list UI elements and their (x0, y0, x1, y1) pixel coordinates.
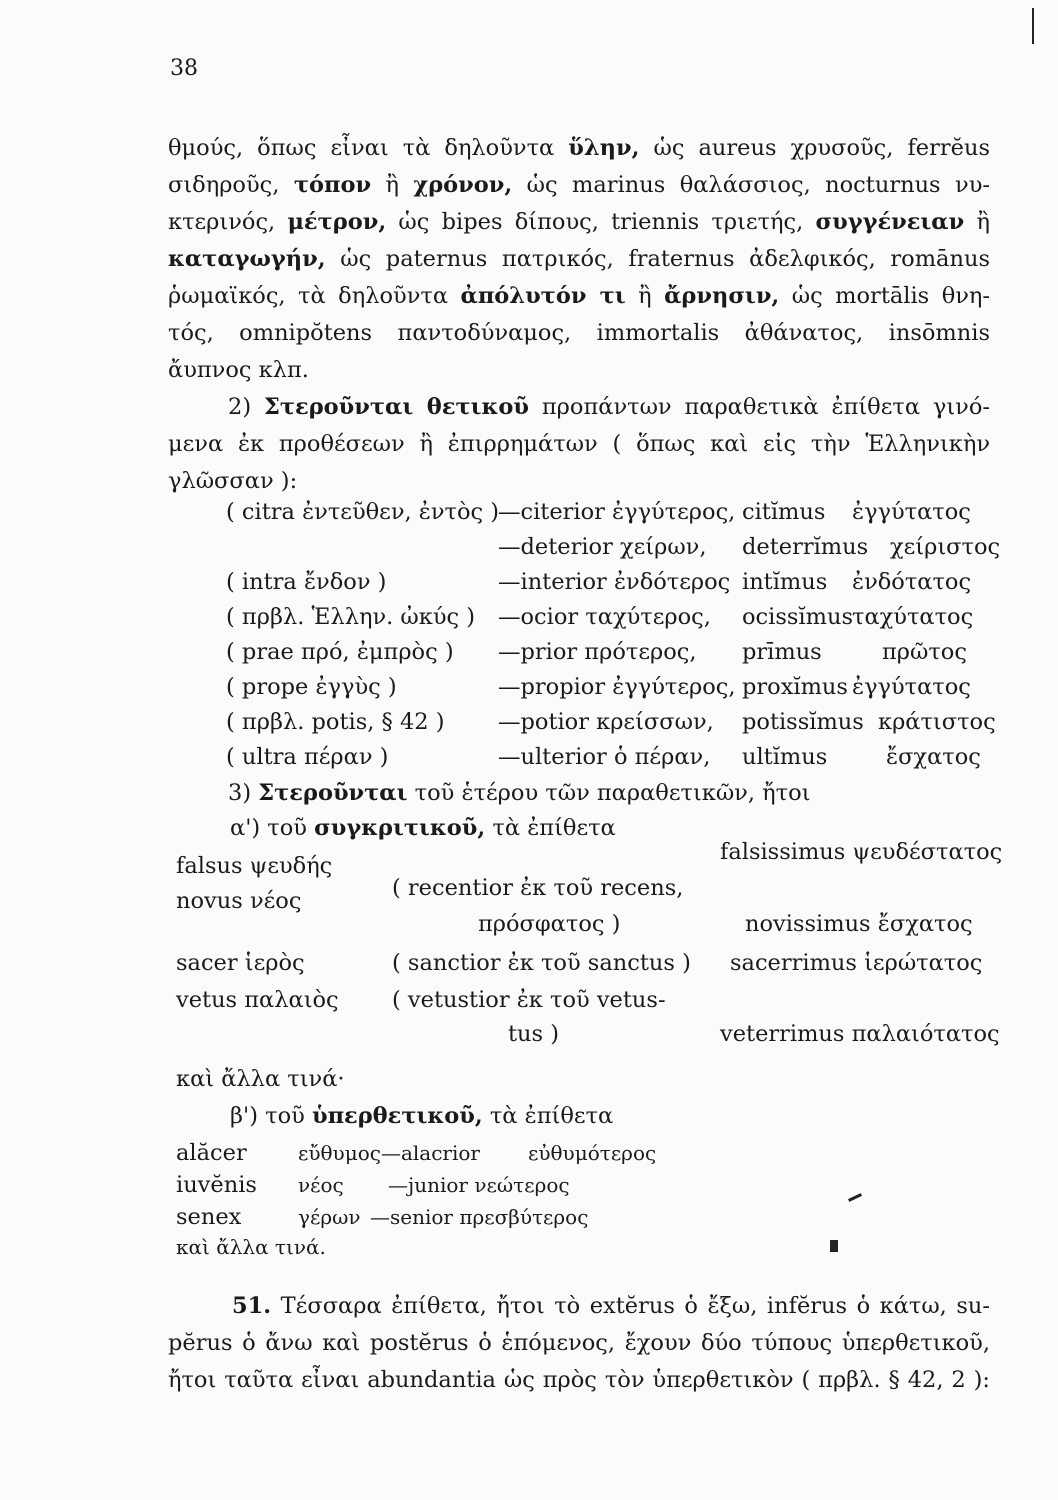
text: τὰ ἐπίθετα (482, 1103, 614, 1129)
row-comparative: —deterior χείρων, (498, 534, 707, 560)
row-superlative: proxĭmus (742, 674, 848, 700)
row-superlative: ocissĭmus (742, 604, 854, 630)
sacer-positive: sacer ἱερὸς (176, 950, 305, 976)
and-others-2: καὶ ἄλλα τινά. (176, 1235, 326, 1259)
and-others-1: καὶ ἄλλα τινά· (176, 1066, 345, 1092)
bold-term: συγγένειαν (815, 209, 965, 235)
bold-term: Στεροῦνται (258, 780, 408, 806)
vetus-comparative-cont: tus ) (508, 1021, 560, 1047)
bold-term: καταγωγήν, (168, 246, 326, 272)
text: θμούς, ὅπως εἶναι τὰ δηλοῦντα (168, 135, 569, 161)
row-superlative-greek: ταχύτατος (852, 604, 974, 630)
bold-term: ἄρνησιν, (664, 283, 780, 309)
row-source: ( ultra πέραν ) (226, 744, 389, 770)
senex-comparative: —senior πρεσβύτερος (370, 1205, 589, 1229)
senex-greek: γέρων (298, 1205, 361, 1229)
alacer-positive: alăcer (176, 1140, 247, 1166)
text: ὡς bipes δίπους, triennis τριετής, (386, 209, 816, 235)
par51-line-1 (232, 1290, 990, 1322)
text: ὡς mortālis θνη- (779, 283, 990, 309)
row-superlative-greek: ἐγγύτατος (852, 674, 971, 700)
row-superlative: citĭmus (742, 499, 826, 525)
row-superlative-greek: ἐγγύτατος (852, 499, 971, 525)
row-superlative-greek: ἐνδότατος (852, 569, 972, 595)
iuvenis-comparative: —junior νεώτερος (388, 1173, 570, 1197)
paragraph-number: 51. (232, 1293, 272, 1319)
bold-term: συγκριτικοῦ, (314, 815, 486, 841)
row-superlative: deterrĭmus (742, 534, 869, 560)
bold-term: τόπον (293, 172, 372, 198)
bold-term: μέτρον, (287, 209, 387, 235)
row-comparative: —ulterior ὁ πέραν, (498, 744, 711, 770)
ink-mark (830, 1240, 838, 1252)
row-comparative: —citerior ἐγγύτερος, (498, 499, 736, 525)
par51-line-2: pĕrus ὁ ἄνω καὶ postĕrus ὁ ἑπόμενος, ἔχουν δύο τύπους ὑπερθετικοῦ, (168, 1330, 990, 1356)
row-comparative: —prior πρότερος, (498, 639, 697, 665)
bold-term: ὕλην, (568, 135, 640, 161)
text: τοῦ ἑτέρου τῶν παραθετικῶν, ἤτοι (407, 780, 811, 806)
vetus-superlative: veterrimus παλαιότατος (720, 1021, 1000, 1047)
intro-line-5 (168, 280, 990, 312)
sec3-alpha (230, 812, 616, 844)
row-source: ( πρβλ. Ἑλλην. ὠκύς ) (226, 604, 476, 630)
intro-line-4 (168, 243, 990, 275)
text: κτερινός, (168, 209, 288, 235)
vetus-comparative: ( vetustior ἐκ τοῦ vetus- (392, 987, 666, 1013)
text: β') τοῦ (230, 1103, 312, 1129)
intro-line-1 (168, 132, 990, 164)
bold-term: χρόνον, (413, 172, 513, 198)
novus-positive: novus νέος (176, 888, 302, 914)
row-comparative: —potior κρείσσων, (498, 709, 714, 735)
intro-line-3 (168, 206, 990, 238)
row-superlative-greek: ἔσχατος (886, 744, 981, 770)
margin-mark (1032, 8, 1034, 44)
text: 2) (228, 394, 264, 420)
alacer-greek: εὔθυμος—alacrior (298, 1141, 480, 1165)
sec3-beta (230, 1100, 613, 1132)
senex-positive: senex (176, 1204, 242, 1230)
row-source: ( citra ἐντεῦθεν, ἐντὸς ) (226, 499, 500, 525)
text: ὡς paternus πατρικός, fraternus ἀδελφικός, romānus (325, 246, 990, 272)
row-superlative-greek: πρῶτος (882, 639, 967, 665)
novus-superlative: novissimus ἔσχατος (745, 911, 973, 937)
bold-term: ἀπόλυτόν τι (460, 283, 626, 309)
row-source: ( prope ἐγγὺς ) (226, 674, 397, 700)
text: ὡς marinus θαλάσσιος, nocturnus νυ- (512, 172, 990, 198)
iuvenis-greek: νέος (298, 1173, 344, 1197)
text: ἢ (625, 283, 665, 309)
bold-term: Στεροῦνται θετικοῦ (263, 394, 530, 420)
sec2-heading (228, 391, 990, 423)
text: α') τοῦ (230, 815, 315, 841)
sacer-superlative: sacerrimus ἱερώτατος (730, 950, 983, 976)
row-source: ( πρβλ. potis, § 42 ) (226, 709, 445, 735)
falsus-superlative: falsissimus ψευδέστατος (720, 839, 1003, 865)
sec2-line-2: μενα ἐκ προθέσεων ἢ ἐπιρρημάτων ( ὅπως καὶ εἰς τὴν Ἑλληνικὴν (168, 431, 990, 457)
text: ἢ (964, 209, 990, 235)
sec3-heading (228, 777, 810, 809)
par51-line-3: ἤτοι ταῦτα εἶναι abundantia ὡς πρὸς τὸν ὑπερθετικὸν ( πρβλ. § 42, 2 ): (168, 1367, 990, 1393)
intro-line-6: τός, omnipŏtens παντοδύναμος, immortalis ἀθάνατος, insōmnis (168, 320, 990, 346)
row-comparative: —interior ἐνδότερος (498, 569, 731, 595)
text: ἢ (371, 172, 414, 198)
intro-line-7: ἄυπνος κλπ. (168, 357, 309, 383)
row-superlative: potissĭmus (742, 709, 864, 735)
row-superlative: prīmus (742, 639, 822, 665)
sacer-comparative: ( sanctior ἐκ τοῦ sanctus ) (392, 950, 691, 976)
row-superlative-greek: κράτιστος (878, 709, 996, 735)
text: 3) (228, 780, 259, 806)
text: ῥωμαϊκός, τὰ δηλοῦντα (168, 283, 461, 309)
row-comparative: —propior ἐγγύτερος, (498, 674, 736, 700)
vetus-positive: vetus παλαιὸς (176, 987, 339, 1013)
page-number: 38 (170, 56, 198, 81)
text: τὰ ἐπίθετα (485, 815, 616, 841)
sec2-line-3: γλῶσσαν ): (168, 468, 298, 494)
alacer-comparative: εὐθυμότερος (528, 1141, 657, 1165)
row-superlative: intĭmus (742, 569, 828, 595)
text: προπάντων παραθετικὰ ἐπίθετα γινό- (529, 394, 990, 420)
bold-term: ὑπερθετικοῦ, (311, 1103, 483, 1129)
row-source: ( prae πρό, ἐμπρὸς ) (226, 639, 454, 665)
row-superlative-greek: χείριστος (890, 534, 1001, 560)
row-source: ( intra ἔνδον ) (226, 569, 387, 595)
ink-mark (848, 1193, 862, 1202)
row-superlative: ultĭmus (742, 744, 828, 770)
text: σιδηροῦς, (168, 172, 294, 198)
novus-comparative-cont: πρόσφατος ) (478, 911, 621, 937)
row-comparative: —ocior ταχύτερος, (498, 604, 711, 630)
text: ὡς aureus χρυσοῦς, ferrĕus (639, 135, 990, 161)
novus-comparative: ( recentior ἐκ τοῦ recens, (392, 875, 684, 901)
iuvenis-positive: iuvĕnis (176, 1172, 257, 1198)
falsus-positive: falsus ψευδής (176, 853, 333, 879)
intro-line-2 (168, 169, 990, 201)
text: Τέσσαρα ἐπίθετα, ἤτοι τὸ extĕrus ὁ ἔξω, infĕrus ὁ κάτω, su- (271, 1293, 990, 1319)
